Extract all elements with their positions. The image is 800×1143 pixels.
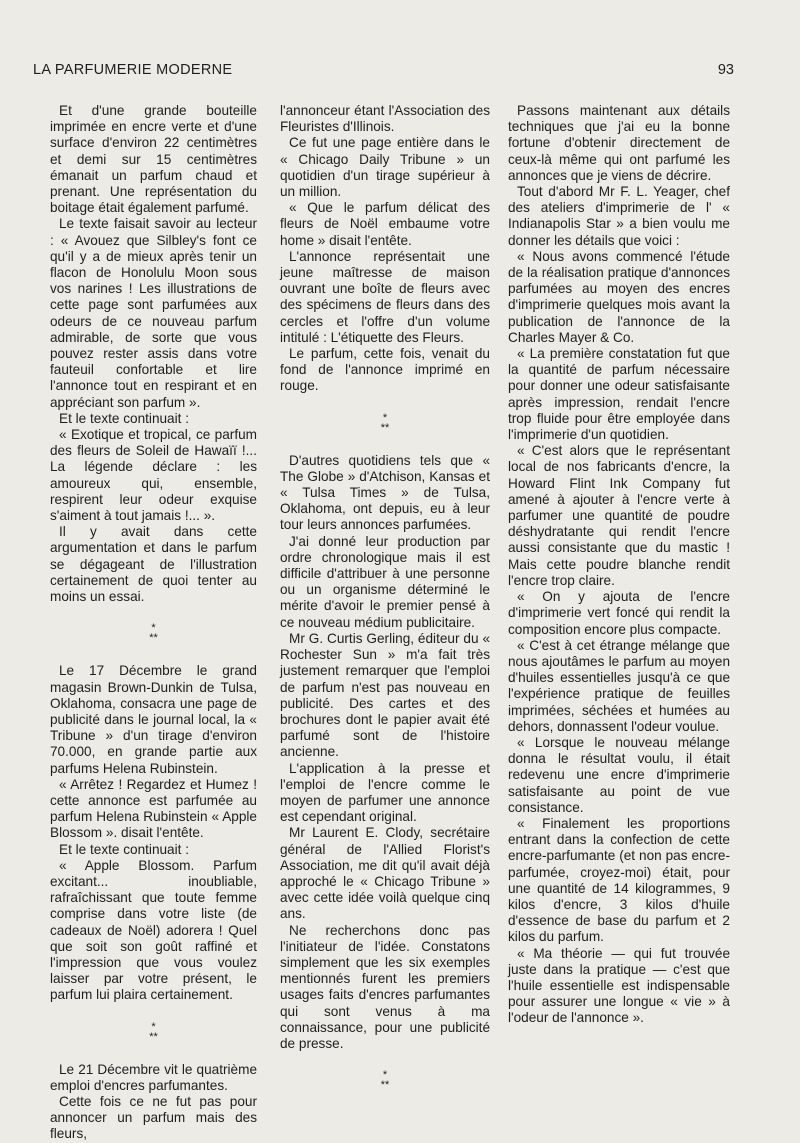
paragraph: Et le texte continuait : <box>59 410 189 426</box>
separator-bottom-stars: ** <box>149 632 158 645</box>
paragraph: Il y avait dans cette argumentation et dans le parfum se dégageant de l'illustration certainement de quoi tenter au moins un essai. <box>50 524 257 605</box>
page-number: 93 <box>717 62 734 78</box>
paragraph: Passons maintenant aux détails techniques que j'ai eu la bonne fortune d'obtenir directement de ceux-là même qui ont parfumé les annonces que je viens de décrire. <box>508 103 730 183</box>
paragraph: L'application à la presse et l'emploi de l'encre comme le moyen de parfumer une annonce est cependant original. <box>280 760 490 825</box>
separator-top-star: * <box>151 1020 156 1033</box>
paragraph: « Lorsque le nouveau mélange donna le résultat voulu, il était redevenu une encre d'imprimerie satisfaisante au point de vue consistance. <box>508 734 730 815</box>
paragraph: « Finalement les proportions entrant dans la confection de cette encre-parfumante (et non pas encre-parfumée, croyez-moi) était, pour une quantité de 14 kilogrammes, 9 kilos d'encre, 3 kilos d'huile d'essence de base du parfum et 2 kilos du parfum. <box>508 815 730 945</box>
section-separator <box>280 413 490 433</box>
separator-top-star: * <box>382 411 388 424</box>
separator-bottom-stars: ** <box>149 1030 158 1043</box>
paragraph: Mr G. Curtis Gerling, éditeur du « Rochester Sun » m'a fait très justement remarquer que l'emploi de parfum n'est pas nouveau en publicité. Des cartes et des brochures dont le papier avait été parfumé sont de l'histoire ancienne. <box>280 630 490 760</box>
paragraph: « Ma théorie — qui fut trouvée juste dans la pratique — c'est que l'huile essentielle est indispensable pour assurer une longue « vie » à l'odeur de l'annonce ». <box>508 945 730 1026</box>
section-separator <box>50 1022 257 1042</box>
paragraph: « Arrêtez ! Regardez et Humez ! cette annonce est parfumée au parfum Helena Rubinstein « Apple Blossom ». disait l'entête. <box>50 776 257 841</box>
paragraph: « La première constatation fut que la quantité de parfum nécessaire pour donner une odeur satisfaisante après impression, rendait l'encre trop fluide pour être employée dans l'imprimerie d'un quotidien. <box>508 346 730 443</box>
paragraph: « On y ajouta de l'encre d'imprimerie vert foncé qui rendit la composition encore plus compacte. <box>508 589 730 637</box>
paragraph: L'annonce représentait une jeune maîtresse de maison ouvrant une boîte de fleurs avec des spécimens de fleurs dans des cercles et l'offre d'un volume intitulé : L'étiquette des Fleurs. <box>280 248 490 345</box>
separator-bottom-stars: ** <box>380 1079 390 1092</box>
paragraph: « Exotique et tropical, ce parfum des fleurs de Soleil de Hawaïï !... La légende déclare : les amoureux qui, ensemble, respirent leur odeur exquise s'aiment à tout jamais !... ». <box>50 427 257 524</box>
running-header-title: LA PARFUMERIE MODERNE <box>33 62 233 78</box>
paragraph: Le 21 Décembre vit le quatrième emploi d'encres parfumantes. <box>50 1061 257 1093</box>
paragraph: Le texte faisait savoir au lecteur : « Avouez que Silbley's font ce qu'il y a de mieux après tenir un flacon de Honolulu Moon sous vos narines ! Les illustrations de cette page sont parfumées aux odeurs de ce nouveau parfum admirable, de sorte que vous pouvez rester assis dans votre fauteuil confortable et lire l'annonce tout en respirant et en appréciant son parfum ». <box>50 216 257 410</box>
paragraph: Ce fut une page entière dans le « Chicago Daily Tribune » un quotidien d'un tirage supérieur à un million. <box>280 135 490 200</box>
paragraph: Cette fois ce ne fut pas pour annoncer un parfum mais des fleurs, <box>50 1093 257 1142</box>
paragraph: Tout d'abord Mr F. L. Yeager, chef des ateliers d'imprimerie de l' « Indianapolis Star » a bien voulu me donner les détails que voici : <box>508 184 730 248</box>
text-column-1 <box>50 103 257 1143</box>
separator-bottom-stars: ** <box>380 421 390 434</box>
paragraph: « Que le parfum délicat des fleurs de Noël embaume votre home » disait l'entête. <box>280 200 490 248</box>
paragraph: l'annonceur étant l'Association des Fleuristes d'Illinois. <box>280 103 490 135</box>
paragraph: « C'est à cet étrange mélange que nous ajoutâmes le parfum au moyen d'huiles essentielles jusqu'à ce que l'expérience pratique de feuilles imprimées, séchées et humées au dehors, donnassent l'odeur voulue. <box>508 637 730 734</box>
paragraph: D'autres quotidiens tels que « The Globe » d'Atchison, Kansas et « Tulsa Times » de Tulsa, Oklahoma, ont depuis, eu à leur tour leurs annonces parfumées. <box>280 452 490 533</box>
paragraph: « Nous avons commencé l'étude de la réalisation pratique d'annonces parfumées au moyen des encres d'imprimerie quelques mois avant la publication de l'annonce de la Charles Mayer & Co. <box>508 248 730 345</box>
text-column-3 <box>508 103 730 1027</box>
separator-top-star: * <box>382 1069 388 1082</box>
separator-top-star: * <box>151 622 156 635</box>
paragraph: Et d'une grande bouteille imprimée en encre verte et d'une surface d'environ 22 centimètres et demi sur 15 centimètres émanait un parfum chaud et prenant. Une représentation du boitage était également parfumé. <box>50 103 257 216</box>
section-separator <box>280 1070 490 1090</box>
paragraph: « Apple Blossom. Parfum excitant... inoubliable, rafraîchissant que toute femme comprise dans votre liste (de cadeaux de Noël) adorera ! Quel que soit son goût raffiné et l'impression que vous voulez laisser par votre présent, le parfum lui plaira certainement. <box>50 857 257 1003</box>
paragraph: Ne recherchons donc pas l'initiateur de l'idée. Constatons simplement que les six exemples mentionnés furent les premiers usages faits d'encres parfumantes qui sont venus à ma connaissance, pour une publicité de presse. <box>280 922 490 1051</box>
paragraph: Le parfum, cette fois, venait du fond de l'annonce imprimé en rouge. <box>280 346 490 394</box>
paragraph: J'ai donné leur production par ordre chronologique mais il est difficile d'attribuer à une personne ou un organisme déterminé le mérite d'avoir le premier pensé à ce nouveau médium publicitaire. <box>280 533 490 630</box>
paragraph: Et le texte continuait : <box>59 841 189 857</box>
text-column-2 <box>280 103 490 1110</box>
paragraph: « C'est alors que le représentant local de nos fabricants d'encre, la Howard Flint Ink Company fut amené à ajouter à l'encre verte à parfumer une quantité de poudre déshydratante qui rendit l'encre aussi consistante que du mastic ! Mais cette poudre blanche rendit l'encre trop claire. <box>508 443 730 588</box>
paragraph: Le 17 Décembre le grand magasin Brown-Dunkin de Tulsa, Oklahoma, consacra une page de publicité dans le journal local, la « Tribune » d'un tirage d'environ 70.000, en grande partie aux parfums Helena Rubinstein. <box>50 663 257 776</box>
paragraph: Mr Laurent E. Clody, secrétaire général de l'Allied Florist's Association, me dit qu'il avait déjà approché le « Chicago Tribune » avec cette idée voilà quelque cinq ans. <box>280 825 490 922</box>
section-separator <box>50 623 257 643</box>
